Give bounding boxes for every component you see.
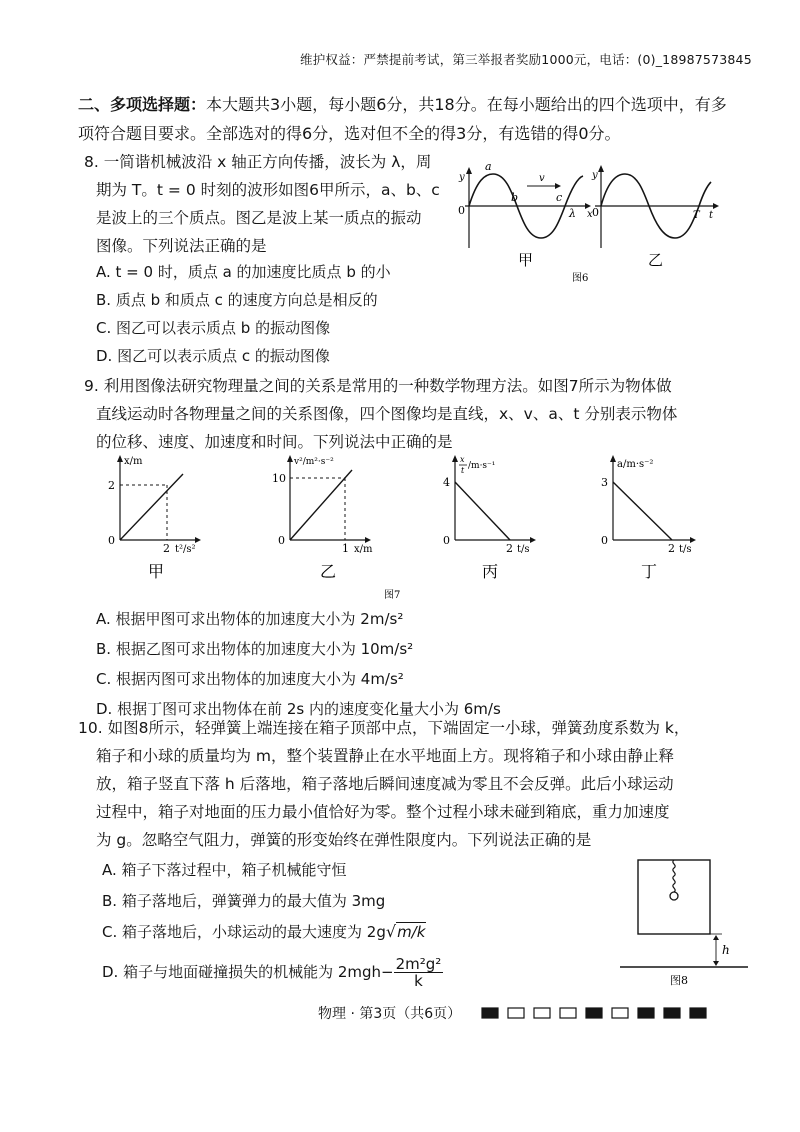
- graph-jia-xlabel: t²/s²: [175, 544, 196, 555]
- wavelength-label: λ: [569, 207, 576, 220]
- graph-yi-origin: 0: [278, 534, 285, 547]
- q9-stem-line1: 利用图像法研究物理量之间的关系是常用的一种数学物理方法。如图7所示为物体做: [103, 377, 672, 395]
- graph-jia-ylabel: x/m: [124, 456, 143, 467]
- graph-ding-xlabel: t/s: [679, 544, 692, 555]
- graph-bing-ylabel-den: t: [461, 466, 465, 475]
- q8-option-d: D. 图乙可以表示质点 c 的振动图像: [96, 347, 330, 365]
- graph-ding: [601, 455, 696, 581]
- graph-ding-xtick: 2: [668, 542, 675, 555]
- q8-options: [96, 258, 391, 370]
- page-footer: [318, 1003, 461, 1023]
- q10-options: [102, 856, 443, 994]
- q10-stem-line5: 为 g。忽略空气阻力，弹簧的形变始终在弹性限度内。下列说法正确的是: [96, 831, 592, 849]
- footer-marks: [480, 1006, 720, 1020]
- q8-option-b: B. 质点 b 和质点 c 的速度方向总是相反的: [96, 291, 378, 309]
- figure-6-right-label: 乙: [648, 251, 664, 269]
- axis-t-label: t: [709, 210, 714, 221]
- axis-y-label: y: [459, 172, 465, 183]
- axis-y-arrow: [117, 455, 123, 462]
- q9-options: [96, 605, 501, 725]
- q9-option-a: A. 根据甲图可求出物体的加速度大小为 2m/s²: [96, 610, 404, 628]
- h-label: h: [722, 943, 730, 957]
- period-label: T: [693, 210, 700, 221]
- q8-stem-line1: 一简谐机械波沿 x 轴正方向传播，波长为 λ，周: [103, 153, 432, 171]
- graph-jia-label: 甲: [148, 562, 165, 581]
- question-8: [84, 148, 464, 260]
- figure-6-caption: 图6: [572, 273, 589, 284]
- footer-mark-filled: [664, 1008, 680, 1018]
- q10-option-a: A. 箱子下落过程中，箱子机械能守恒: [102, 861, 347, 879]
- footer-text: 物理 · 第3页（共6页）: [318, 1006, 462, 1022]
- origin-label: 0: [458, 204, 465, 217]
- graph-ding-label: 丁: [641, 562, 658, 581]
- q10-option-d: [102, 950, 443, 994]
- q10-option-c-text: C. 箱子落地后，小球运动的最大速度为 2g: [102, 923, 386, 941]
- point-a-label: a: [485, 160, 492, 173]
- header-notice: 维护权益：严禁提前考试，第三举报者奖励1000元，电话：(0)_18987573845: [300, 52, 752, 67]
- footer-mark-filled: [638, 1008, 654, 1018]
- q10-option-d-text: D. 箱子与地面碰撞损失的机械能为 2mgh−: [102, 963, 394, 981]
- axis-x-arrow: [365, 537, 371, 543]
- data-line: [290, 470, 352, 540]
- graph-yi-xlabel: x/m: [354, 544, 373, 555]
- graph-yi-label: 乙: [320, 562, 337, 581]
- graph-bing-ylabel-num: x: [460, 455, 465, 464]
- axis-x-arrow: [690, 537, 696, 543]
- velocity-label: v: [539, 173, 545, 184]
- q10-stem-line2: 箱子和小球的质量均为 m，整个装置静止在水平地面上方。现将箱子和小球由静止释: [96, 747, 675, 765]
- q10-option-d-fraction: [394, 956, 444, 989]
- q10-stem-line4: 过程中，箱子对地面的压力最小值恰好为零。整个过程小球未碰到箱底，重力加速度: [96, 803, 670, 821]
- q8-stem-line2: 期为 T。t = 0 时刻的波形如图6甲所示，a、b、c: [96, 181, 440, 199]
- graph-yi: [272, 455, 373, 581]
- axis-t-arrow: [713, 203, 719, 209]
- q9-option-d: D. 根据丁图可求出物体在前 2s 内的速度变化量大小为 6m/s: [96, 700, 501, 718]
- q10-stem-line3: 放，箱子竖直下落 h 后落地，箱子落地后瞬间速度减为零且不会反弹。此后小球运动: [96, 775, 674, 793]
- q9-stem: [84, 372, 744, 456]
- graph-yi-ytick: 10: [272, 472, 286, 485]
- q9-stem-line2: 直线运动时各物理量之间的关系图像，四个图像均是直线，x、v、a、t 分别表示物体: [96, 405, 678, 423]
- footer-mark-filled: [482, 1008, 498, 1018]
- axis-x-arrow: [530, 537, 536, 543]
- q9-option-b: B. 根据乙图可求出物体的加速度大小为 10m/s²: [96, 640, 414, 658]
- graph-bing-ylabel-unit: /m·s⁻¹: [468, 461, 496, 471]
- q10-stem: [78, 714, 748, 854]
- footer-mark-empty: [534, 1008, 550, 1018]
- point-b-label: b: [511, 191, 519, 204]
- figure-6: [455, 160, 725, 285]
- figure-8: [610, 858, 750, 986]
- figure-6-wave-graph: [458, 160, 593, 269]
- footer-mark-filled: [690, 1008, 706, 1018]
- q9-option-c: C. 根据丙图可求出物体的加速度大小为 4m/s²: [96, 670, 404, 688]
- axis-y-arrow: [610, 455, 616, 462]
- axis-y-label: y: [592, 170, 598, 181]
- question-10: [78, 714, 748, 854]
- figure-6-vibration-graph: [591, 165, 719, 269]
- q8-option-c: C. 图乙可以表示质点 b 的振动图像: [96, 319, 331, 337]
- footer-mark-filled: [586, 1008, 602, 1018]
- q9-number: 9.: [84, 377, 99, 395]
- data-line: [455, 482, 510, 540]
- q10-option-c: C. 箱子落地后，小球运动的最大速度为 2g√m/k: [102, 922, 426, 941]
- section-description: 本大题共3小题，每小题6分，共18分。在每小题给出的四个选项中，有多项符合题目要求。全部选对的得6分，选对但不全的得3分，有选错的得0分。: [78, 95, 727, 143]
- section-title: 二、多项选择题：: [78, 95, 207, 114]
- figure-7-caption: 图7: [384, 590, 401, 601]
- axis-y-arrow: [452, 455, 458, 462]
- q10-option-b: B. 箱子落地后，弹簧弹力的最大值为 3mg: [102, 892, 386, 910]
- footer-mark-empty: [612, 1008, 628, 1018]
- q8-stem-line4: 图像。下列说法正确的是: [96, 237, 267, 255]
- axis-x-label: x: [587, 209, 593, 220]
- q8-stem-line3: 是波上的三个质点。图乙是波上某一质点的振动: [96, 209, 422, 227]
- section-heading: [78, 90, 728, 148]
- footer-mark-empty: [560, 1008, 576, 1018]
- h-arrow-up: [713, 935, 719, 940]
- data-line: [613, 482, 672, 540]
- axis-x-arrow: [195, 537, 201, 543]
- graph-ding-ytick: 3: [601, 476, 608, 489]
- graph-yi-ylabel: v²/m²·s⁻²: [294, 457, 334, 467]
- graph-bing-ytick: 4: [443, 476, 450, 489]
- axis-y-arrow: [466, 167, 472, 174]
- velocity-arrow-head: [555, 183, 561, 189]
- h-arrow-down: [713, 961, 719, 966]
- graph-jia-xtick: 2: [163, 542, 170, 555]
- axis-y-arrow: [598, 165, 604, 172]
- graph-jia-ytick: 2: [108, 479, 115, 492]
- graph-bing-xtick: 2: [506, 542, 513, 555]
- graph-bing-origin: 0: [443, 534, 450, 547]
- graph-jia-origin: 0: [108, 534, 115, 547]
- axis-y-arrow: [287, 455, 293, 462]
- question-9: [84, 372, 744, 456]
- graph-ding-ylabel: a/m·s⁻²: [617, 459, 654, 470]
- graph-bing-label: 丙: [482, 562, 499, 581]
- graph-jia: [108, 455, 201, 581]
- graph-bing: [443, 455, 536, 581]
- data-line: [120, 474, 183, 540]
- graph-yi-xtick: 1: [342, 542, 349, 555]
- q10-option-d-denominator: k: [414, 972, 423, 990]
- point-c-label: c: [556, 191, 563, 204]
- figure-7: [100, 452, 720, 602]
- q10-option-c-sqrt: m/k: [397, 923, 426, 941]
- q9-stem-line3: 的位移、速度、加速度和时间。下列说法中正确的是: [96, 433, 453, 451]
- ball: [670, 892, 678, 900]
- q10-option-d-numerator: 2m²g²: [395, 955, 442, 973]
- graph-bing-xlabel: t/s: [517, 544, 530, 555]
- figure-6-left-label: 甲: [518, 251, 534, 269]
- spring: [673, 860, 675, 892]
- graph-ding-origin: 0: [601, 534, 608, 547]
- q8-number: 8.: [84, 153, 99, 171]
- q8-option-a: A. t = 0 时，质点 a 的加速度比质点 b 的小: [96, 263, 391, 281]
- footer-mark-empty: [508, 1008, 524, 1018]
- q10-number: 10.: [78, 719, 103, 737]
- q8-stem: [84, 148, 464, 260]
- figure-8-caption: 图8: [670, 974, 688, 986]
- q10-stem-line1: 如图8所示，轻弹簧上端连接在箱子顶部中点，下端固定一小球，弹簧劲度系数为 k，: [107, 719, 690, 737]
- origin-label: 0: [592, 206, 599, 219]
